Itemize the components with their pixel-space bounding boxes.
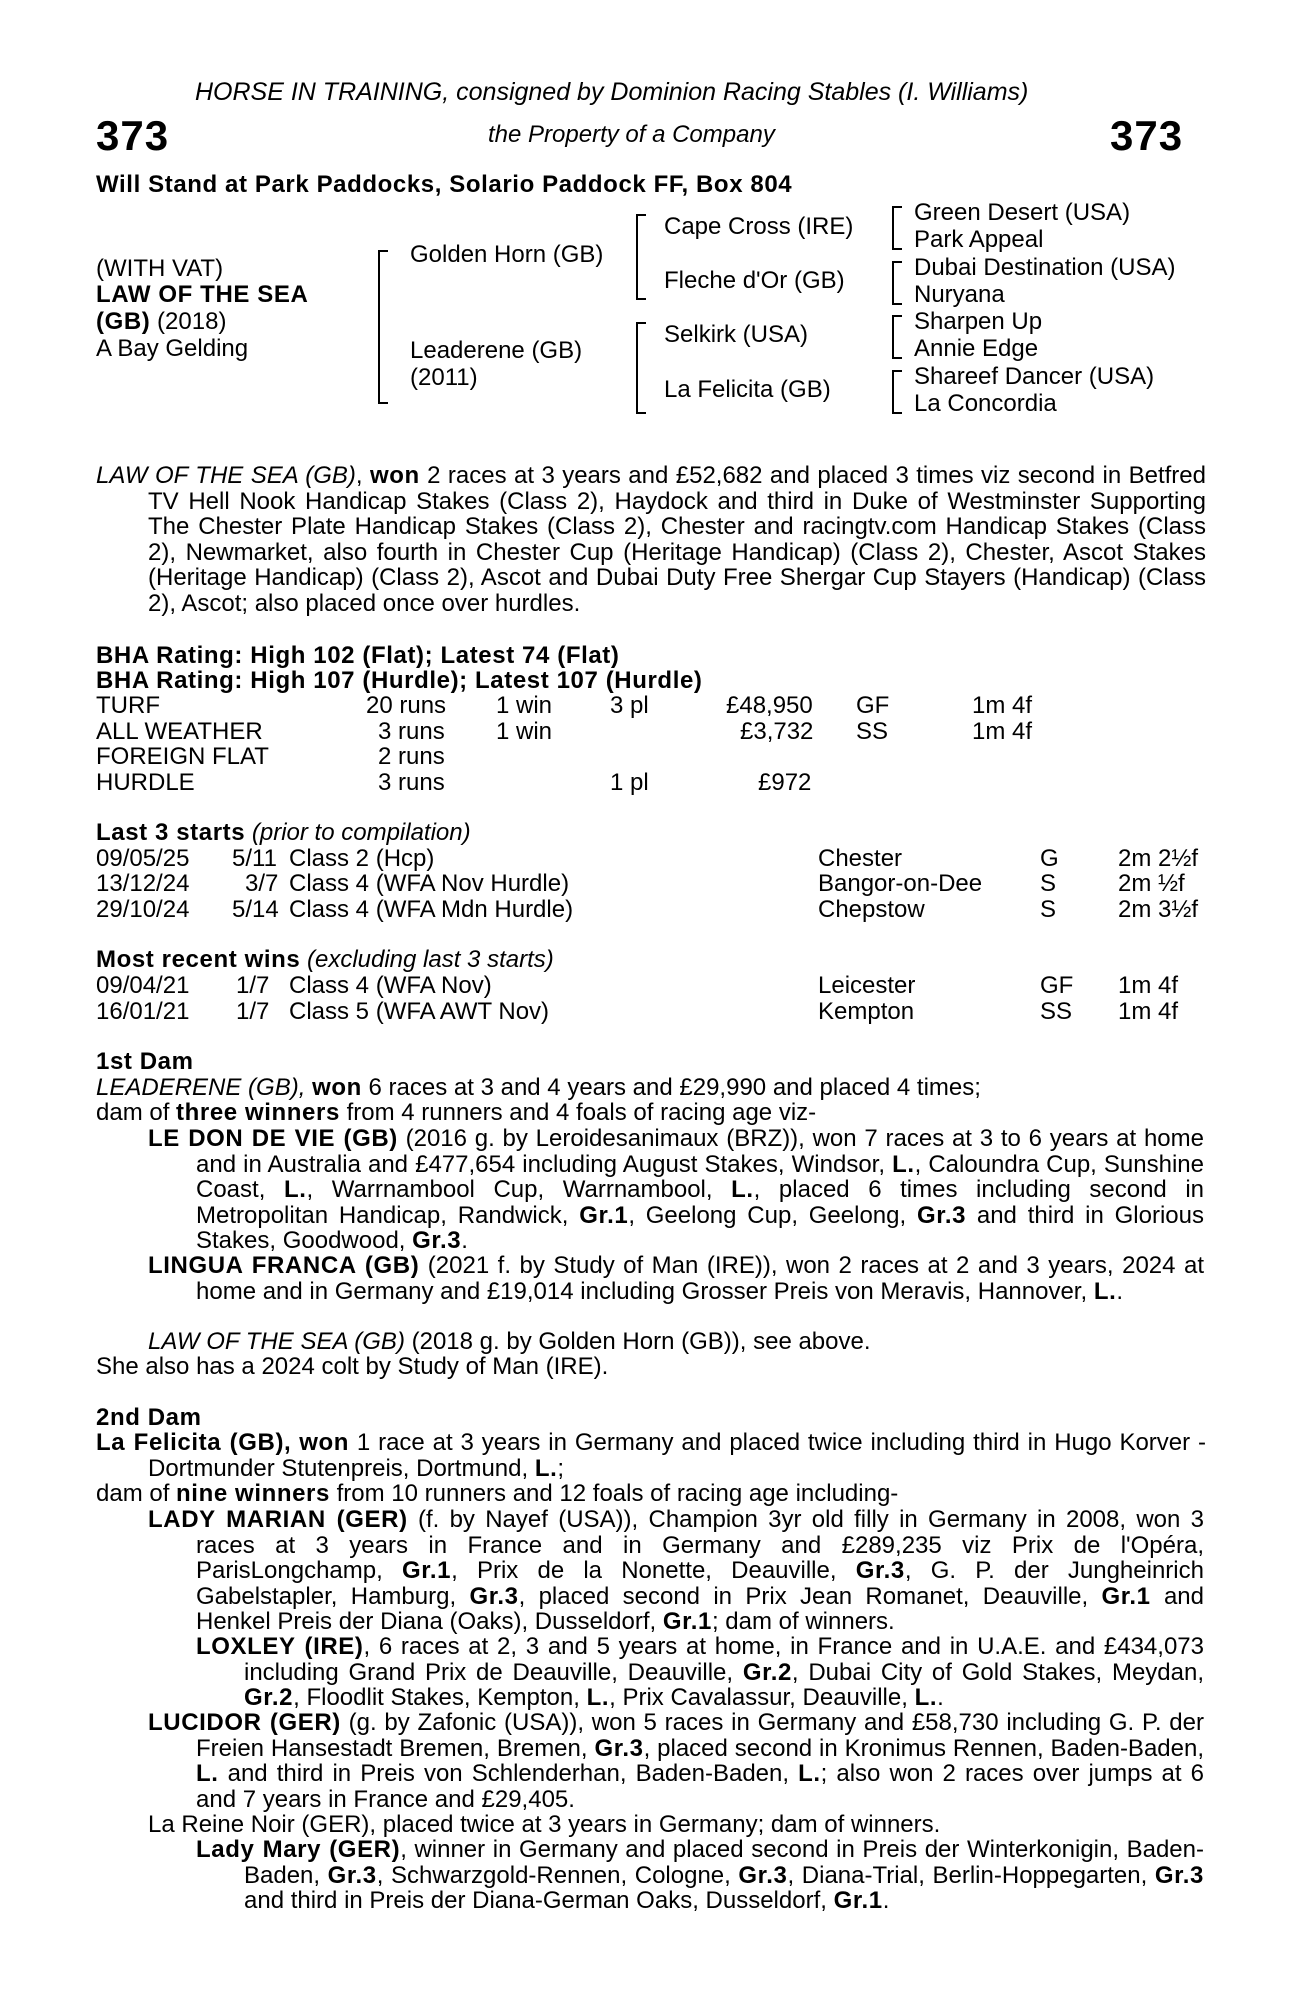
horse-vat: (WITH VAT): [96, 255, 224, 282]
first-dam-name: LEADERENE (GB),: [96, 1074, 306, 1101]
run-position: 3/7: [245, 870, 279, 897]
produce-text: (2021 f. by Study of Man (IRE)), won 2 races at 2 and 3 years, 2024 at home and in Germany and £19,014 including Grosser Preis von Meravis, Hannover,: [196, 1252, 1204, 1305]
produce-text: (2016 g. by Leroidesanimaux (BRZ)), won 7 races at 3 to 6 years at home and in Australia and £477,654 including August Stakes, Windsor,: [196, 1125, 1204, 1178]
stat-wins: 1 win: [496, 692, 553, 719]
bha-rating-flat: BHA Rating: High 102 (Flat); Latest 74 (Flat): [96, 642, 620, 669]
produce-lingua-franca: [148, 1253, 1204, 1304]
stat-runs: 3 runs: [378, 718, 445, 745]
produce-text: , Schwarzgold-Rennen, Cologne,: [376, 1861, 739, 1889]
run-position: 5/14: [232, 896, 279, 923]
second-dam-name: La Felicita (GB),: [96, 1429, 292, 1456]
summary-text: 2 races at 3 years and £52,682 and placed 3 times viz second in Betfred TV Hell Nook Handicap Stakes (Class 2), Haydock and third in Duke of Westminster Supporting The Chester Plate Handicap Stakes (Class 2), Chester and racingtv.com Handicap Stakes (Class 2), Newmarket, also fourth in Chester Cup (Heritage Handicap) (Class 2), Chester, Ascot Stakes (Heritage Handicap) (Class 2), Ascot and Dubai Duty Free Shergar Cup Stayers (Handicap) (Class 2), Ascot; also placed once over hurdles.: [148, 462, 1206, 617]
run-going: G: [1040, 845, 1059, 872]
grade-2: Gr.2: [742, 1658, 792, 1686]
grade-3: Gr.3: [855, 1557, 905, 1584]
produce-name: LADY MARIAN (GER): [148, 1506, 408, 1533]
consignor-line: HORSE IN TRAINING, consigned by Dominion Racing Stables (I. Williams): [195, 78, 1029, 106]
second-dam-won: won: [299, 1429, 349, 1456]
produce-text: , Diana-Trial, Berlin-Hoppegarten,: [787, 1861, 1155, 1889]
grade-2: Gr.2: [244, 1684, 294, 1711]
run-class: Class 4 (WFA Nov): [289, 972, 492, 999]
dam-of-post: from 10 runners and 12 foals of racing age including-: [329, 1480, 899, 1507]
stat-prize: £3,732: [740, 718, 814, 745]
property-line: the Property of a Company: [488, 121, 775, 148]
race-summary: LAW OF THE SEA (GB), won 2 races at 3 years and £52,682 and placed 3 times viz second in Betfred TV Hell Nook Handicap Stakes (Class 2), Haydock and third in Duke of Westminster Supporting The Chester Plate Handicap Stakes (Class 2), Chester and racingtv.com Handicap Stakes (Class 2), Newmarket, also fourth in Chester Cup (Heritage Handicap) (Class 2), Chester, Ascot Stakes (Heritage Handicap) (Class 2), Ascot and Dubai Duty Free Shergar Cup Stayers (Handicap) (Class 2), Ascot; also placed once over hurdles.: [96, 462, 1206, 617]
produce-text: and third in Preis der Diana-German Oaks, Dusseldorf,: [244, 1887, 834, 1914]
sire: Golden Horn (GB): [410, 241, 604, 268]
horse-origin: [96, 309, 226, 335]
produce-text: , 6 races at 2, 3 and 5 years at home, in France and in U.A.E. and £434,073 including Grand Prix de Deauville, Deauville,: [244, 1633, 1204, 1686]
stat-surface: ALL WEATHER: [96, 718, 263, 745]
last3-note: (prior to compilation): [245, 819, 471, 846]
first-dam-won: won: [312, 1074, 362, 1101]
grade-listed: L.: [586, 1684, 610, 1711]
horse-description: A Bay Gelding: [96, 335, 249, 362]
brace-dd: [892, 370, 902, 414]
lot-number-right: 373: [1110, 112, 1184, 159]
dam-of-post: from 4 runners and 4 foals of racing age viz-: [339, 1099, 817, 1126]
stat-placed: 1 pl: [610, 769, 649, 796]
produce-la-reine-noir: La Reine Noir (GER), placed twice at 3 years in Germany; dam of winners.: [148, 1811, 941, 1838]
run-distance: 1m 4f: [1118, 972, 1179, 999]
produce-text: and third in Preis von Schlenderhan, Baden-Baden,: [218, 1760, 799, 1787]
run-date: 09/05/25: [96, 845, 190, 872]
produce-text: (2018 g. by Golden Horn (GB)), see above.: [404, 1328, 871, 1355]
run-distance: 2m ½f: [1118, 870, 1185, 897]
sire-sire-sire: Green Desert (USA): [914, 199, 1131, 226]
first-dam-text: 6 races at 3 and 4 years and £29,990 and placed 4 times;: [361, 1074, 981, 1101]
produce-name: LUCIDOR (GER): [148, 1709, 341, 1736]
produce-text: , Dubai City of Gold Stakes, Meydan,: [791, 1658, 1204, 1686]
first-dam-colt-note: She also has a 2024 colt by Study of Man (IRE).: [96, 1353, 609, 1380]
run-class: Class 4 (WFA Nov Hurdle): [289, 870, 570, 897]
grade-3: Gr.3: [1154, 1861, 1204, 1889]
grade-1: Gr.1: [401, 1557, 452, 1584]
produce-text: , placed 6 times including second in Metropolitan Handicap, Randwick,: [196, 1176, 1205, 1229]
run-distance: 2m 3½f: [1118, 896, 1199, 923]
grade-listed: L.: [731, 1176, 754, 1203]
run-class: Class 4 (WFA Mdn Hurdle): [289, 896, 574, 923]
produce-text: , placed second in Prix Jean Romanet, Deauville,: [518, 1582, 1102, 1610]
produce-name: LOXLEY (IRE): [196, 1633, 364, 1660]
sire-dam: Fleche d'Or (GB): [664, 267, 845, 294]
produce-text: .: [461, 1227, 468, 1254]
grade-listed: L.: [914, 1684, 938, 1711]
stand-location: Will Stand at Park Paddocks, Solario Paddock FF, Box 804: [96, 171, 793, 198]
second-dam-text: ;: [557, 1454, 565, 1482]
run-course: Chepstow: [818, 896, 925, 923]
stat-going: SS: [856, 718, 889, 745]
dam: Leaderene (GB): [410, 337, 583, 364]
stat-prize: £48,950: [726, 692, 813, 719]
grade-listed: L.: [1093, 1277, 1117, 1305]
second-dam-produce-intro: [96, 1481, 898, 1507]
stat-surface: HURDLE: [96, 769, 195, 796]
produce-text: , Prix Cavalassur, Deauville,: [609, 1684, 915, 1711]
summary-won: won: [369, 462, 420, 489]
run-date: 29/10/24: [96, 896, 190, 923]
produce-lady-marian: [148, 1507, 1204, 1635]
horse-year: (2018): [150, 308, 227, 335]
produce-text: and Henkel Preis der Diana (Oaks), Dusseldorf,: [196, 1582, 1204, 1635]
dam-dam-dam: La Concordia: [914, 390, 1057, 417]
run-distance: 1m 4f: [1118, 998, 1179, 1025]
run-position: 1/7: [236, 998, 270, 1025]
sire-dam-sire: Dubai Destination (USA): [914, 254, 1176, 281]
run-position: 5/11: [232, 845, 277, 872]
run-date: 13/12/24: [96, 870, 190, 897]
recent-wins-heading: [96, 947, 554, 973]
sire-dam-dam: Nuryana: [914, 281, 1005, 308]
first-dam-produce-intro: [96, 1100, 816, 1126]
brace-horse: [378, 250, 388, 404]
run-course: Leicester: [818, 972, 916, 999]
recent-wins-note: (excluding last 3 starts): [300, 946, 554, 973]
run-going: S: [1040, 896, 1057, 923]
recent-wins-title: Most recent wins: [96, 946, 301, 973]
grade-listed: L.: [534, 1454, 558, 1482]
stat-distance: 1m 4f: [972, 692, 1033, 719]
produce-text: , placed second in Kronimus Rennen, Baden-Baden,: [643, 1734, 1204, 1762]
run-course: Bangor-on-Dee: [818, 870, 983, 897]
produce-name: LE DON DE VIE (GB): [148, 1125, 398, 1152]
brace-sd: [892, 261, 902, 305]
stat-wins: 1 win: [496, 718, 553, 745]
brace-dam: [636, 322, 646, 414]
produce-text: , winner in Germany and placed second in Preis der Winterkonigin, Baden-Baden,: [244, 1836, 1204, 1889]
dam-year: (2011): [410, 364, 478, 391]
summary-horse-name: LAW OF THE SEA (GB): [96, 462, 356, 489]
grade-3: Gr.3: [916, 1201, 967, 1229]
last3-title: Last 3 starts: [96, 819, 246, 846]
produce-text: , Floodlit Stakes, Kempton,: [293, 1684, 587, 1711]
produce-le-don-de-vie: [148, 1126, 1204, 1254]
stat-runs: 20 runs: [366, 692, 447, 719]
bha-rating-hurdle: BHA Rating: High 107 (Hurdle); Latest 107 (Hurdle): [96, 667, 703, 694]
stat-placed: 3 pl: [610, 692, 649, 719]
produce-text: and third in Glorious Stakes, Goodwood,: [196, 1201, 1204, 1254]
dam-of-winners: nine winners: [176, 1480, 330, 1507]
brace-ds: [892, 315, 902, 359]
run-position: 1/7: [236, 972, 270, 999]
produce-lucidor: [148, 1710, 1204, 1812]
sire-sire-dam: Park Appeal: [914, 226, 1044, 253]
produce-text: ; dam of winners.: [711, 1608, 895, 1635]
run-class: Class 2 (Hcp): [289, 845, 435, 872]
grade-listed: L.: [196, 1760, 219, 1787]
produce-text: , Warrnambool Cup, Warrnambool,: [306, 1176, 732, 1203]
produce-text: ; also won 2 races over jumps at 6 and 7 years in France and £29,405.: [196, 1760, 1204, 1813]
produce-text: .: [1116, 1277, 1124, 1305]
stat-distance: 1m 4f: [972, 718, 1033, 745]
produce-law-of-the-sea: [148, 1329, 871, 1355]
produce-text: .: [882, 1887, 890, 1914]
grade-3: Gr.3: [412, 1227, 462, 1254]
second-dam-summary: [96, 1430, 1206, 1481]
produce-text: , G. P. der Jungheinrich Gabelstapler, Hamburg,: [196, 1557, 1204, 1610]
run-date: 16/01/21: [96, 998, 190, 1025]
run-date: 09/04/21: [96, 972, 190, 999]
produce-name: LINGUA FRANCA (GB): [148, 1252, 420, 1279]
first-dam-summary: [96, 1075, 981, 1101]
grade-3: Gr.3: [469, 1582, 519, 1610]
run-class: Class 5 (WFA AWT Nov): [289, 998, 550, 1025]
dam-sire-dam: Annie Edge: [914, 335, 1039, 362]
grade-listed: L.: [798, 1760, 821, 1787]
grade-1: Gr.1: [662, 1608, 712, 1635]
second-dam-heading: 2nd Dam: [96, 1404, 202, 1431]
second-dam-text: 1 race at 3 years in Germany and placed twice including third in Hugo Korver - Dortmunder Stutenpreis, Dortmund,: [148, 1429, 1206, 1482]
stat-runs: 2 runs: [378, 743, 445, 770]
run-going: SS: [1040, 998, 1073, 1025]
run-course: Chester: [818, 845, 903, 872]
run-going: S: [1040, 870, 1057, 897]
stat-runs: 3 runs: [378, 769, 445, 796]
dam-dam: La Felicita (GB): [664, 376, 831, 403]
dam-of-winners: three winners: [176, 1099, 340, 1126]
stat-prize: £972: [758, 769, 812, 796]
grade-1: Gr.1: [833, 1887, 883, 1914]
brace-ss: [892, 206, 902, 250]
run-distance: 2m 2½f: [1118, 845, 1199, 872]
produce-text: (g. by Zafonic (USA)), won 5 races in Germany and £58,730 including G. P. der Freien Hansestadt Bremen, Bremen,: [196, 1709, 1204, 1762]
produce-text: , Prix de la Nonette, Deauville,: [451, 1557, 856, 1584]
grade-3: Gr.3: [327, 1861, 377, 1889]
grade-listed: L.: [283, 1176, 307, 1203]
produce-loxley: [196, 1634, 1204, 1711]
dam-of-pre: dam of: [96, 1480, 177, 1507]
produce-text: (f. by Nayef (USA)), Champion 3yr old filly in Germany in 2008, won 3 races at 3 years in France and in Germany and £289,235 viz Prix de l'Opéra, ParisLongchamp,: [196, 1506, 1204, 1584]
grade-3: Gr.3: [594, 1734, 644, 1762]
dam-sire: Selkirk (USA): [664, 321, 809, 348]
produce-name: Lady Mary (GER): [196, 1836, 401, 1863]
grade-1: Gr.1: [579, 1201, 629, 1229]
horse-country: (GB): [96, 308, 151, 335]
grade-3: Gr.3: [738, 1861, 788, 1889]
produce-text: , Caloundra Cup, Sunshine Coast,: [196, 1150, 1205, 1203]
produce-text: .: [937, 1684, 944, 1711]
last3-heading: [96, 820, 471, 846]
horse-name: LAW OF THE SEA: [96, 281, 309, 308]
dam-sire-sire: Sharpen Up: [914, 308, 1043, 335]
run-going: GF: [1040, 972, 1074, 999]
stat-going: GF: [856, 692, 890, 719]
lot-number-left: 373: [96, 112, 170, 159]
dam-dam-sire: Shareef Dancer (USA): [914, 363, 1155, 390]
dam-of-pre: dam of: [96, 1099, 177, 1126]
produce-name: LAW OF THE SEA (GB): [148, 1328, 405, 1355]
stat-surface: TURF: [96, 692, 160, 719]
grade-listed: L.: [892, 1150, 915, 1178]
run-course: Kempton: [818, 998, 915, 1025]
grade-1: Gr.1: [1101, 1582, 1151, 1610]
first-dam-heading: 1st Dam: [96, 1048, 194, 1075]
produce-lady-mary: [196, 1837, 1204, 1914]
produce-text: , Geelong Cup, Geelong,: [628, 1201, 917, 1229]
brace-sire: [636, 214, 646, 300]
stat-surface: FOREIGN FLAT: [96, 743, 269, 770]
sire-sire: Cape Cross (IRE): [664, 213, 854, 240]
